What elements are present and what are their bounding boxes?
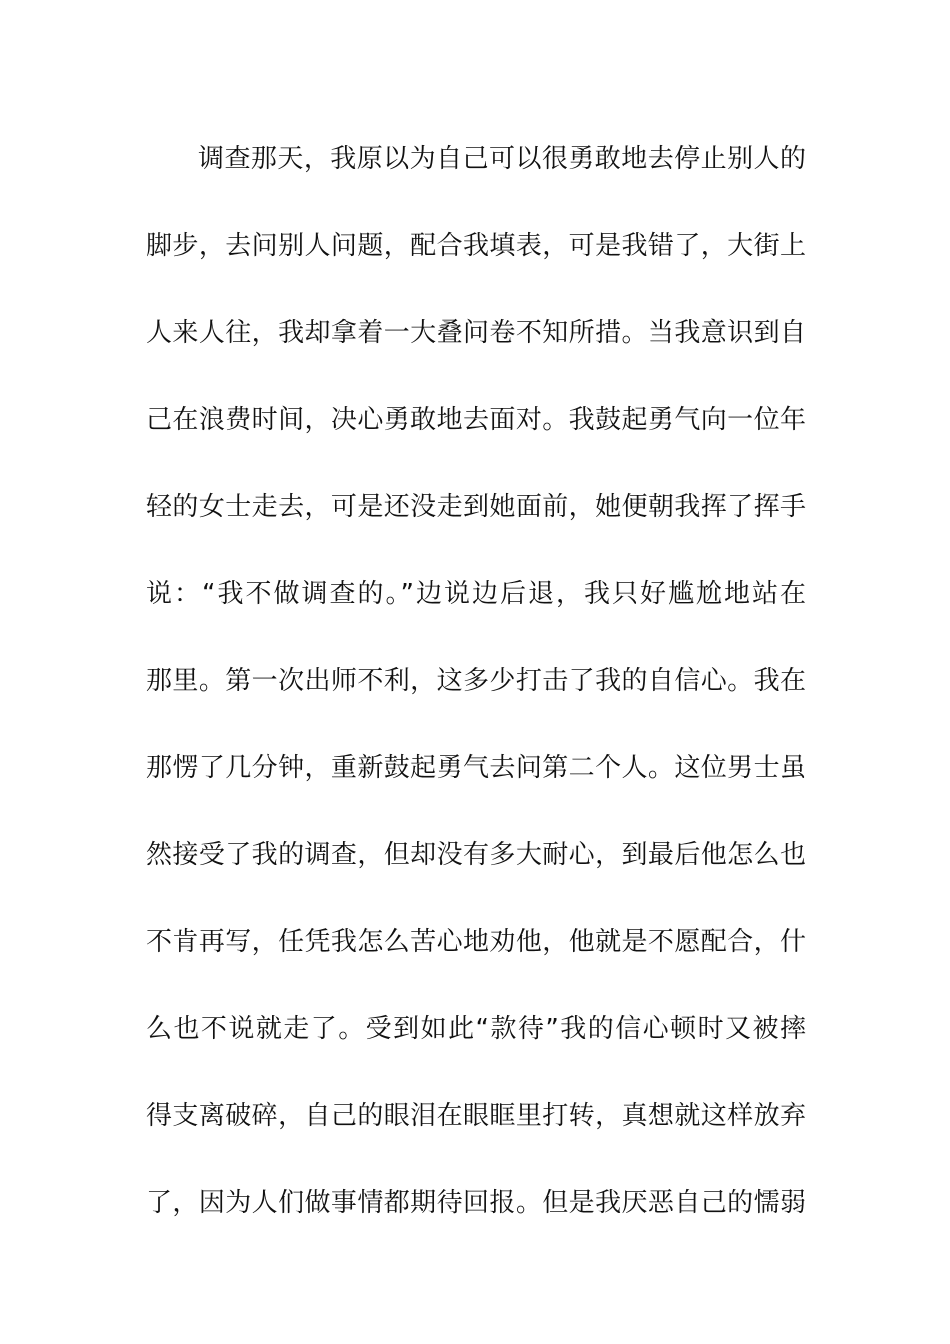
text-line-8: 那愣了几分钟，重新鼓起勇气去问第二个人。这位男士虽 xyxy=(146,753,806,783)
text-line-5: 轻的女士走去，可是还没走到她面前，她便朝我挥了挥手 xyxy=(146,492,806,522)
text-line-11: 么也不说就走了。受到如此“款待”我的信心顿时又被摔 xyxy=(146,1014,806,1044)
body-text xyxy=(146,138,806,1269)
text-line-1: 调查那天，我原以为自己可以很勇敢地去停止别人的 xyxy=(198,144,806,174)
text-line-6: 说：“我不做调查的。”边说边后退，我只好尴尬地站在 xyxy=(146,579,806,609)
text-line-3: 人来人往，我却拿着一大叠问卷不知所措。当我意识到自 xyxy=(146,318,806,348)
text-line-2: 脚步，去问别人问题，配合我填表，可是我错了，大街上 xyxy=(146,231,806,261)
text-line-10: 不肯再写，任凭我怎么苦心地劝他，他就是不愿配合，什 xyxy=(146,927,806,957)
text-line-4: 己在浪费时间，决心勇敢地去面对。我鼓起勇气向一位年 xyxy=(146,405,806,435)
text-line-13: 了，因为人们做事情都期待回报。但是我厌恶自己的懦弱 xyxy=(146,1188,806,1218)
text-line-7: 那里。第一次出师不利，这多少打击了我的自信心。我在 xyxy=(146,666,806,696)
text-line-9: 然接受了我的调查，但却没有多大耐心，到最后他怎么也 xyxy=(146,840,806,870)
text-line-12: 得支离破碎，自己的眼泪在眼眶里打转，真想就这样放弃 xyxy=(146,1101,806,1131)
